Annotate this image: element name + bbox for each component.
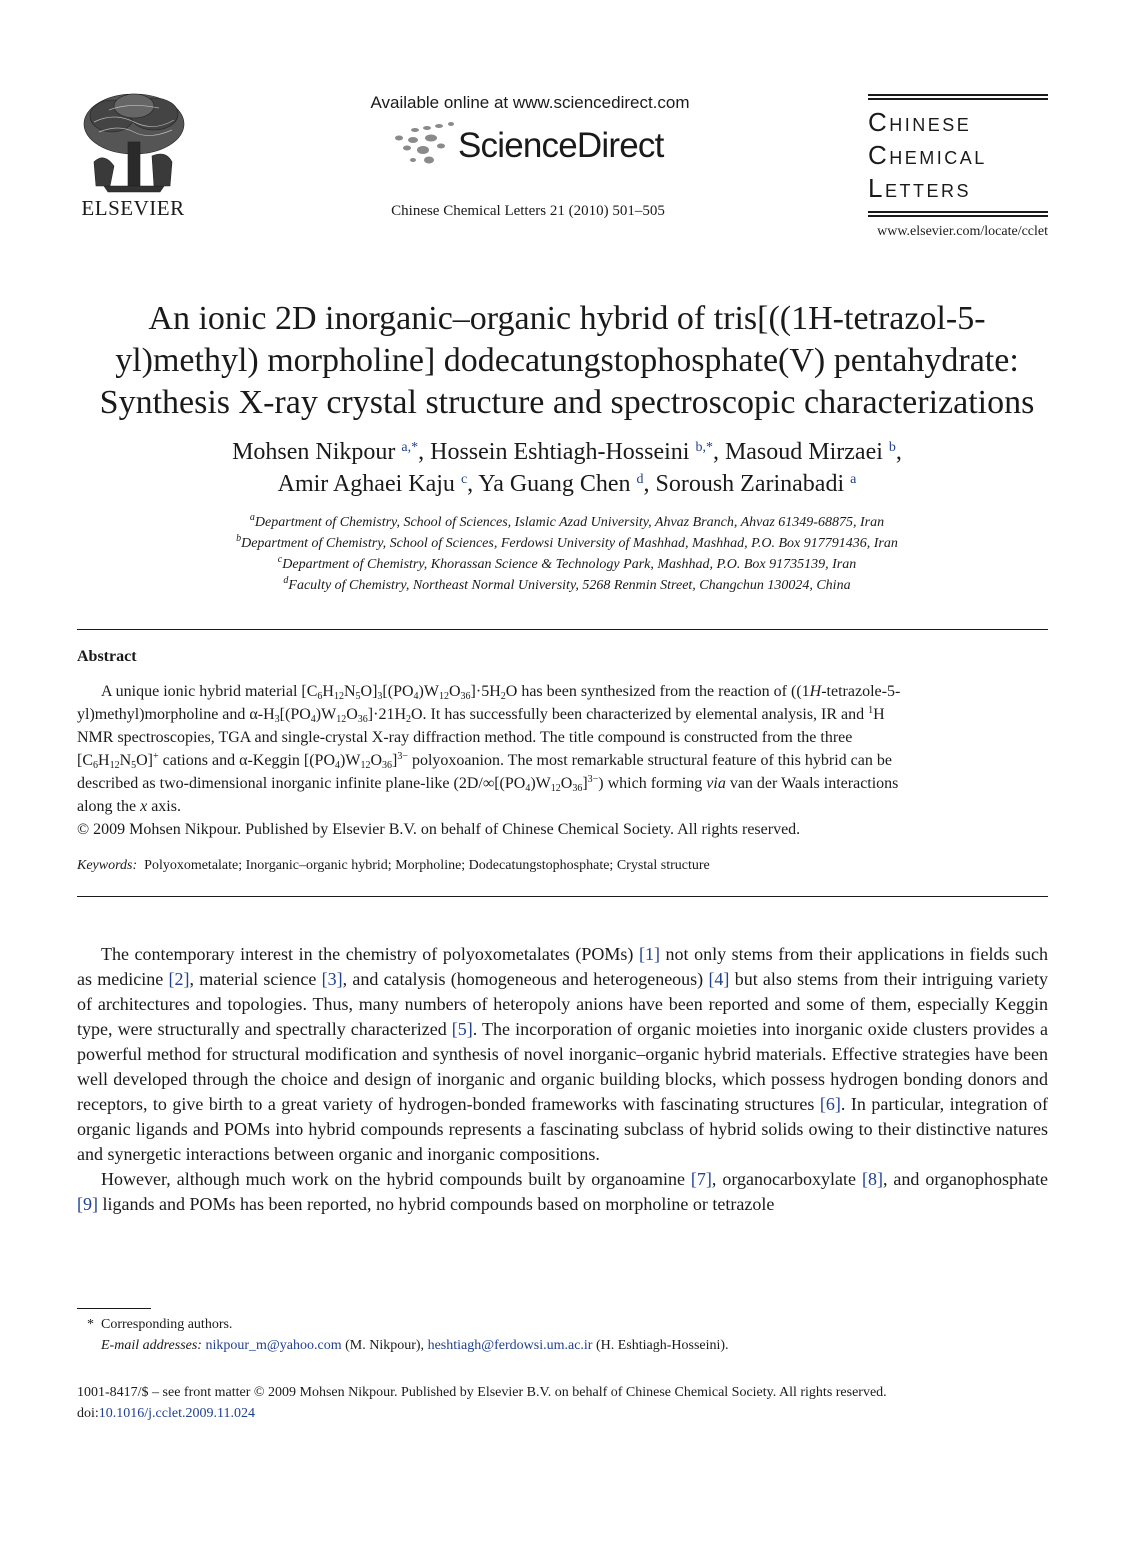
affiliation-key: c [277, 554, 283, 565]
body-paragraph: The contemporary interest in the chemistry of polyoxometalates (POMs) [1] not only stems from their applications in fields such as medicine [2], material science [3], and catalysis (homogeneous and heterogeneous) [4] but also stems from their intriguing variety of architectures and topologies. Thus, many numbers of heteropoly anions have been reported and some of them, especially Keggin type, were structurally and spectrally characterized [5]. The incorporation of organic moieties into inorganic oxide clusters provides a powerful method for structural modification and synthesis of novel inorganic–organic hybrid materials. Effective strategies have been well developed through the choice and design of inorganic and organic building blocks, which possess hydrogen bonding donors and receptors, to give birth to a great variety of hydrogen-bonded frameworks with fascinating structures [6]. In particular, integration of organic ligands and POMs into hybrid compounds represents a fascinating subclass of hybrid solids owing to their distinctive natures and synergetic interactions between organic and inorganic compositions. [77, 944, 1049, 1164]
journal-masthead [868, 94, 1048, 219]
front-matter [77, 1382, 1048, 1424]
journal-url[interactable]: www.elsevier.com/locate/cclet [877, 224, 1048, 239]
reference-link[interactable]: [7] [690, 1169, 712, 1189]
affiliation-item [60, 575, 1074, 596]
author-name: Soroush Zarinabadi [655, 471, 845, 497]
reference-link[interactable]: [5] [451, 1019, 473, 1039]
masthead-rule [868, 211, 1048, 213]
journal-citation: Chinese Chemical Letters 21 (2010) 501–505 [391, 203, 665, 219]
abstract-heading: Abstract [77, 648, 137, 665]
front-matter-line: 1001-8417/$ – see front matter © 2009 Mohsen Nikpour. Published by Elsevier B.V. on behalf of Chinese Chemical Society. All rights reserved. [77, 1385, 887, 1400]
elsevier-tree-icon [74, 92, 192, 196]
affiliation-text: Faculty of Chemistry, Northeast Normal University, 5268 Renmin Street, Changchun 130024, China [288, 578, 851, 593]
body-paragraph: However, although much work on the hybrid compounds built by organoamine [7], organocarboxylate [8], and organophosphate [9] ligands and POMs has been reported, no hybrid compounds based on morpholine or tetrazole [77, 1169, 1049, 1214]
abstract-body [77, 680, 1048, 841]
author-name: Hossein Eshtiagh-Hosseini [430, 439, 690, 465]
author-name: Ya Guang Chen [478, 471, 631, 497]
footnote [77, 1314, 1048, 1356]
author-affiliation-mark[interactable]: a [850, 472, 857, 487]
reference-link[interactable]: [1] [638, 944, 660, 964]
section-divider [77, 629, 1048, 630]
affiliation-key: a [249, 512, 255, 523]
elsevier-wordmark: ELSEVIER [81, 196, 185, 220]
affiliation-item [60, 533, 1074, 554]
author-name: Masoud Mirzaei [724, 439, 883, 465]
abstract-line: described as two-dimensional inorganic infinite plane-like $(2D/\infty[(PO_4)W_{12}O_{36}]^{3-})$ which forming via van der Waals interactions [77, 774, 899, 794]
keywords-text: Polyoxometalate; Inorganic–organic hybrid; Morpholine; Dodecatungstophosphate; Crystal structure [144, 858, 710, 873]
elsevier-logo [74, 92, 192, 222]
article-title [60, 298, 1074, 424]
affiliation-text: Department of Chemistry, Khorassan Science & Technology Park, Mashhad, P.O. Box 91735139, Iran [282, 557, 857, 572]
title-line: An ionic 2D inorganic–organic hybrid of tris[((1H-tetrazol-5- [148, 300, 986, 337]
footnote-corresponding: * Corresponding authors. [87, 1317, 233, 1332]
footnote-emails: E-mail addresses: nikpour_m@yahoo.com (M. Nikpour), heshtiagh@ferdowsi.um.ac.ir (H. Eshtiagh-Hosseini). [101, 1338, 729, 1353]
reference-link[interactable]: [6] [819, 1094, 841, 1114]
author-affiliation-mark[interactable]: d [636, 472, 644, 487]
keywords-label: Keywords: [77, 858, 138, 873]
email-link[interactable]: nikpour_m@yahoo.com [205, 1338, 342, 1353]
abstract-line: along the x axis. [77, 798, 181, 815]
title-line: Synthesis X-ray crystal structure and spectroscopic characterizations [99, 384, 1035, 421]
doi-link[interactable]: 10.1016/j.cclet.2009.11.024 [98, 1406, 255, 1421]
author-affiliation-mark[interactable]: b,* [695, 440, 713, 455]
reference-link[interactable]: [4] [708, 969, 730, 989]
affiliation-list [60, 512, 1074, 596]
available-online-text: Available online at www.sciencedirect.com [370, 93, 690, 112]
affiliation-key: d [283, 575, 289, 586]
abstract-line: NMR spectroscopies, TGA and single-crystal X-ray diffraction method. The title compound is constructed from the three [77, 729, 853, 746]
abstract-line: yl)methyl)morpholine and $\alpha-H_3[(PO_4)W_{12}O_{36}]\cdot 21H_2O$. It has successfully been characterized by elemental analysis, IR and $^1$H [77, 705, 885, 725]
masthead-rule [868, 94, 1048, 96]
author-affiliation-mark[interactable]: c [460, 472, 468, 487]
reference-link[interactable]: [8] [861, 1169, 883, 1189]
article-body [77, 942, 1048, 1217]
affiliation-key: b [236, 533, 242, 544]
sciencedirect-dots-icon [385, 118, 455, 174]
masthead-line: Chinese [868, 107, 972, 137]
reference-link[interactable]: [2] [168, 969, 190, 989]
reference-link[interactable]: [9] [77, 1194, 98, 1214]
footnote-divider [77, 1308, 151, 1309]
abstract-copyright: © 2009 Mohsen Nikpour. Published by Elsevier B.V. on behalf of Chinese Chemical Society. All rights reserved. [77, 821, 801, 838]
author-name: Amir Aghaei Kaju [277, 471, 455, 497]
abstract-line: A unique ionic hybrid material $[C_6H_{12}N_5O]_3[(PO_4)W_{12}O_{36}]\cdot 5H_2O$ has been synthesized from the reaction of ((1H-tetrazole-5- [101, 683, 901, 702]
abstract-line: $[C_6H_{12}N_5O]^+$ cations and α-Keggin $[(PO_4)W_{12}O_{36}]^{3-}$ polyoxoanion. The most remarkable structural feature of this hybrid can be [77, 751, 892, 771]
affiliation-text: Department of Chemistry, School of Sciences, Ferdowsi University of Mashhad, Mashhad, P.O. Box 917791436, Iran [241, 536, 898, 551]
author-list: Mohsen Nikpour $^{a,*}$, Hossein Eshtiagh-Hosseini $^{b,*}$, Masoud Mirzaei $^b$, Amir Aghaei Kaju $^c$, Ya Guang Chen $^d$, Soroush Zarinabadi $^a$ [232, 439, 902, 497]
author-name: Mohsen Nikpour [232, 439, 396, 465]
affiliation-item [60, 512, 1074, 533]
masthead-line: Chemical [868, 140, 987, 170]
email-label: E-mail addresses: [101, 1338, 202, 1353]
sciencedirect-logo [385, 118, 685, 174]
author-affiliation-mark[interactable]: a,* [401, 440, 419, 455]
keywords [77, 858, 1048, 874]
masthead-rule [868, 215, 1048, 217]
author-affiliation-mark[interactable]: b [888, 440, 896, 455]
doi-line: doi:10.1016/j.cclet.2009.11.024 [77, 1406, 255, 1421]
affiliation-text: Department of Chemistry, School of Sciences, Islamic Azad University, Ahvaz Branch, Ahvaz 61349-68875, Iran [254, 515, 885, 530]
email-link[interactable]: heshtiagh@ferdowsi.um.ac.ir [427, 1338, 593, 1353]
section-divider [77, 896, 1048, 897]
sciencedirect-wordmark: ScienceDirect [458, 126, 664, 165]
masthead-line: Letters [868, 173, 971, 203]
affiliation-item [60, 554, 1074, 575]
reference-link[interactable]: [3] [321, 969, 343, 989]
title-line: yl)methyl) morpholine] dodecatungstophosphate(V) pentahydrate: [115, 342, 1019, 379]
masthead-rule [868, 98, 1048, 100]
